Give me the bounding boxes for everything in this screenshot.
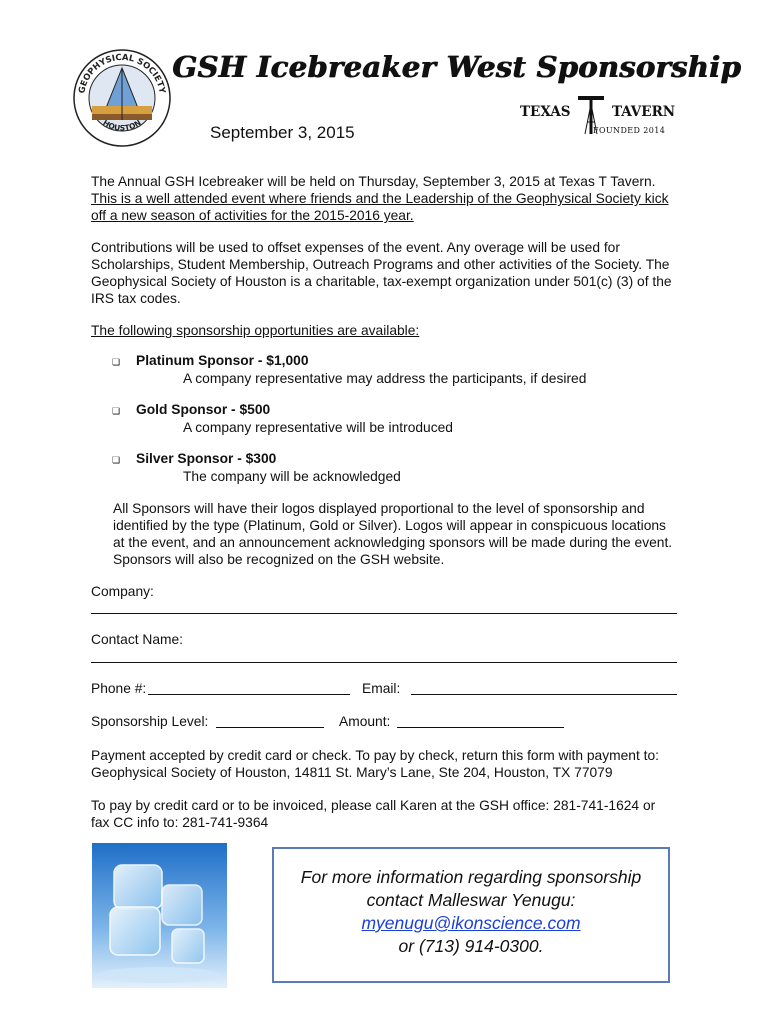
sponsorship-level-label: Sponsorship Level:: [91, 714, 209, 729]
all-sponsors-line: Sponsors will also be recognized on the GSH website.: [113, 552, 445, 567]
amount-label: Amount:: [339, 714, 391, 729]
all-sponsors-line: at the event, and an announcement acknowledging sponsors will be made during the event.: [113, 535, 673, 550]
event-date: September 3, 2015: [210, 123, 355, 142]
credit-line: To pay by credit card or to be invoiced, please call Karen at the GSH office: 281-741-1624 or: [91, 798, 656, 813]
amount-field[interactable]: [397, 727, 564, 728]
ice-cubes-image: [92, 843, 227, 988]
contributions-line: Scholarships, Student Membership, Outreach Programs and other activities of the Society. The: [91, 257, 670, 272]
contact-info-box: [272, 847, 670, 983]
credit-line: fax CC info to: 281-741-9364: [91, 815, 269, 830]
checkbox-bullet-icon: ❏: [112, 406, 121, 416]
venue-logo: [520, 94, 682, 142]
venue-logo-right-text: TAVERN: [612, 104, 676, 120]
payment-line: Payment accepted by credit card or check. To pay by check, return this form with payment to:: [91, 748, 659, 763]
contact-name-field[interactable]: [91, 662, 677, 663]
page-title: GSH Icebreaker West Sponsorship: [172, 50, 741, 84]
payment-line: Geophysical Society of Houston, 14811 St. Mary’s Lane, Ste 204, Houston, TX 77079: [91, 765, 613, 780]
all-sponsors-paragraph: [113, 500, 681, 568]
contributions-line: Contributions will be used to offset expenses of the event. Any overage will be used for: [91, 240, 620, 255]
society-logo: [72, 48, 172, 148]
society-logo-bottom-text: HOUSTON: [101, 118, 143, 133]
phone-label: Phone #:: [91, 681, 147, 696]
company-label: Company:: [91, 584, 154, 599]
intro-line: off a new season of activities for the 2015-2016 year.: [91, 208, 414, 223]
platinum-sponsor-title: Platinum Sponsor - $1,000: [136, 353, 309, 368]
company-field[interactable]: [91, 613, 677, 614]
svg-text:HOUSTON: [101, 118, 142, 133]
intro-line: This is a well attended event where friends and the Leadership of the Geophysical Society kick: [91, 191, 669, 206]
contributions-paragraph: [91, 239, 681, 307]
contact-box-line: For more information regarding sponsorship: [300, 867, 642, 887]
society-logo-top-text: GEOPHYSICAL SOCIETY: [77, 52, 167, 95]
silver-sponsor-title: Silver Sponsor - $300: [136, 451, 277, 466]
intro-paragraph: [91, 173, 681, 224]
contact-name-label: Contact Name:: [91, 632, 184, 647]
contact-email-link[interactable]: myenugu@ikonscience.com: [361, 913, 581, 933]
venue-logo-left-text: TEXAS: [520, 104, 571, 120]
contributions-line: IRS tax codes.: [91, 291, 181, 306]
intro-line: The Annual GSH Icebreaker will be held on Thursday, September 3, 2015 at Texas T Tavern.: [91, 174, 656, 189]
checkbox-bullet-icon: ❏: [112, 455, 121, 465]
gold-sponsor-desc: A company representative will be introduced: [183, 420, 453, 435]
contact-phone: or (713) 914-0300.: [398, 936, 544, 956]
contact-box-line: contact Malleswar Yenugu:: [366, 890, 576, 910]
venue-logo-sub-text: FOUNDED 2014: [593, 126, 666, 135]
all-sponsors-line: identified by the type (Platinum, Gold or Silver). Logos will appear in conspicuous locations: [113, 518, 666, 533]
contributions-line: Geophysical Society of Houston is a charitable, tax-exempt organization under 501(c) (3) of the: [91, 274, 672, 289]
opportunities-heading: The following sponsorship opportunities are available:: [91, 323, 420, 338]
email-field[interactable]: [411, 694, 677, 695]
platinum-sponsor-desc: A company representative may address the participants, if desired: [183, 371, 587, 386]
payment-paragraph: [91, 747, 681, 781]
silver-sponsor-desc: The company will be acknowledged: [183, 469, 401, 484]
email-label: Email:: [362, 681, 401, 696]
checkbox-bullet-icon: ❏: [112, 357, 121, 367]
sponsorship-level-field[interactable]: [216, 727, 324, 728]
credit-paragraph: [91, 797, 681, 831]
all-sponsors-line: All Sponsors will have their logos displayed proportional to the level of sponsorship and: [113, 501, 645, 516]
gold-sponsor-title: Gold Sponsor - $500: [136, 402, 271, 417]
phone-field[interactable]: [148, 694, 350, 695]
svg-text:GEOPHYSICAL SOCIETY: [77, 53, 167, 95]
